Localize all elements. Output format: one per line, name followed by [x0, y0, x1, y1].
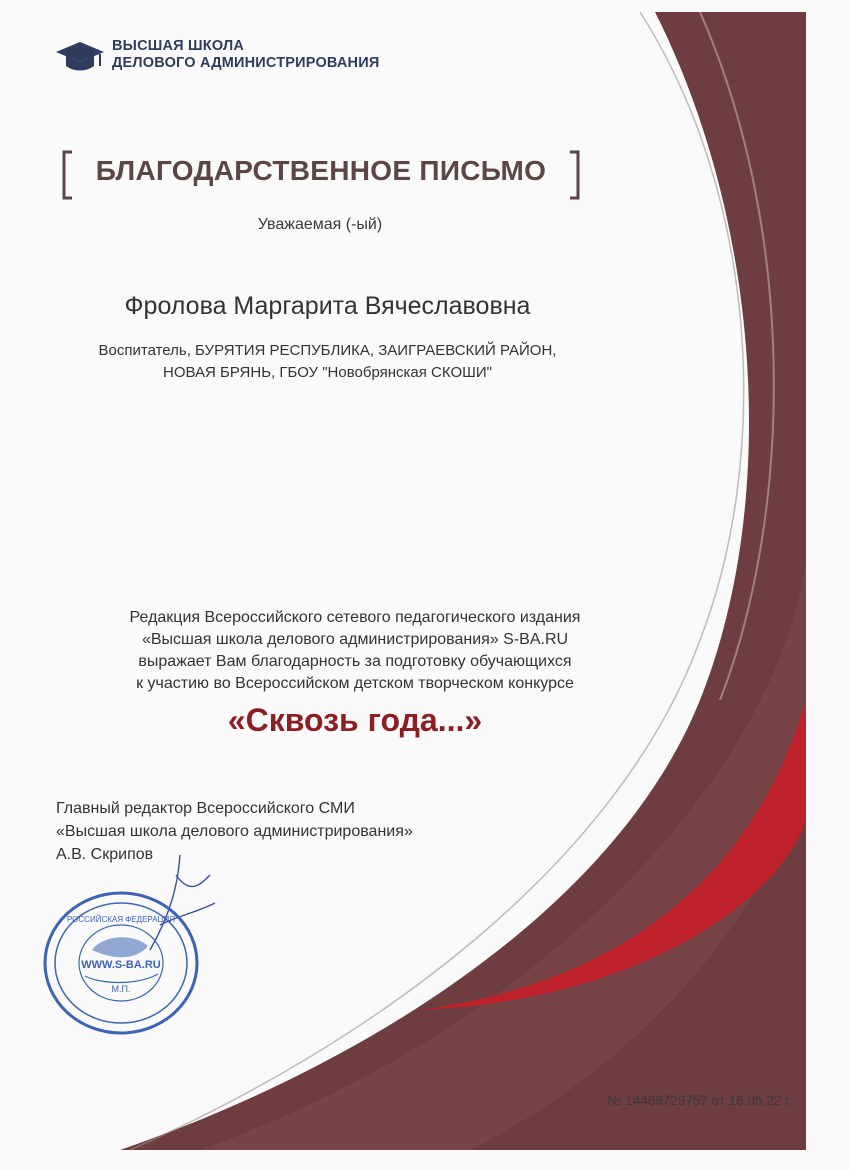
position-line-1: Воспитатель, БУРЯТИЯ РЕСПУБЛИКА, ЗАИГРАЕВСКИЙ РАЙОН,	[98, 342, 557, 359]
signature-block	[56, 797, 413, 866]
stamp-arc-text: РОССИЙСКАЯ ФЕДЕРАЦИЯ	[67, 915, 175, 924]
graduation-cap-icon	[54, 38, 106, 74]
logo-text	[112, 38, 379, 72]
signature-line-1: Главный редактор Всероссийского СМИ	[56, 800, 355, 817]
document-number: № 14469729757 от 16.05.22 г.	[606, 1093, 792, 1108]
official-stamp	[40, 888, 202, 1038]
globe-map-icon	[92, 937, 148, 957]
body-line-2: «Высшая школа делового администрирования» S-BA.RU	[141, 631, 569, 648]
recipient-position	[40, 340, 615, 384]
signature-line-2: «Высшая школа делового администрирования»	[56, 823, 413, 840]
certificate-title: БЛАГОДАРСТВЕННОЕ ПИСЬМО	[95, 155, 547, 186]
publisher-logo	[54, 38, 379, 74]
recipient-name: Фролова Маргарита Вячеславовна	[124, 292, 531, 320]
stamp-mp-text: М.П.	[111, 984, 131, 994]
logo-line-1: ВЫСШАЯ ШКОЛА	[112, 38, 245, 54]
greeting: Уважаемая (-ый)	[257, 216, 383, 233]
signature-name: А.В. Скрипов	[56, 846, 154, 863]
body-line-1: Редакция Всероссийского сетевого педагогического издания	[129, 609, 581, 626]
body-line-3: выражает Вам благодарность за подготовку обучающихся	[138, 653, 572, 670]
position-line-2: НОВАЯ БРЯНЬ, ГБОУ "Новобрянская СКОШИ"	[163, 364, 492, 381]
body-line-4: к участию во Всероссийском детском творческом конкурсе	[136, 675, 574, 692]
contest-name: «Сквозь года...»	[227, 702, 483, 738]
gratitude-text	[30, 607, 680, 695]
stamp-center-text: WWW.S-BA.RU	[81, 959, 161, 971]
logo-line-2: ДЕЛОВОГО АДМИНИСТРИРОВАНИЯ	[112, 55, 380, 71]
